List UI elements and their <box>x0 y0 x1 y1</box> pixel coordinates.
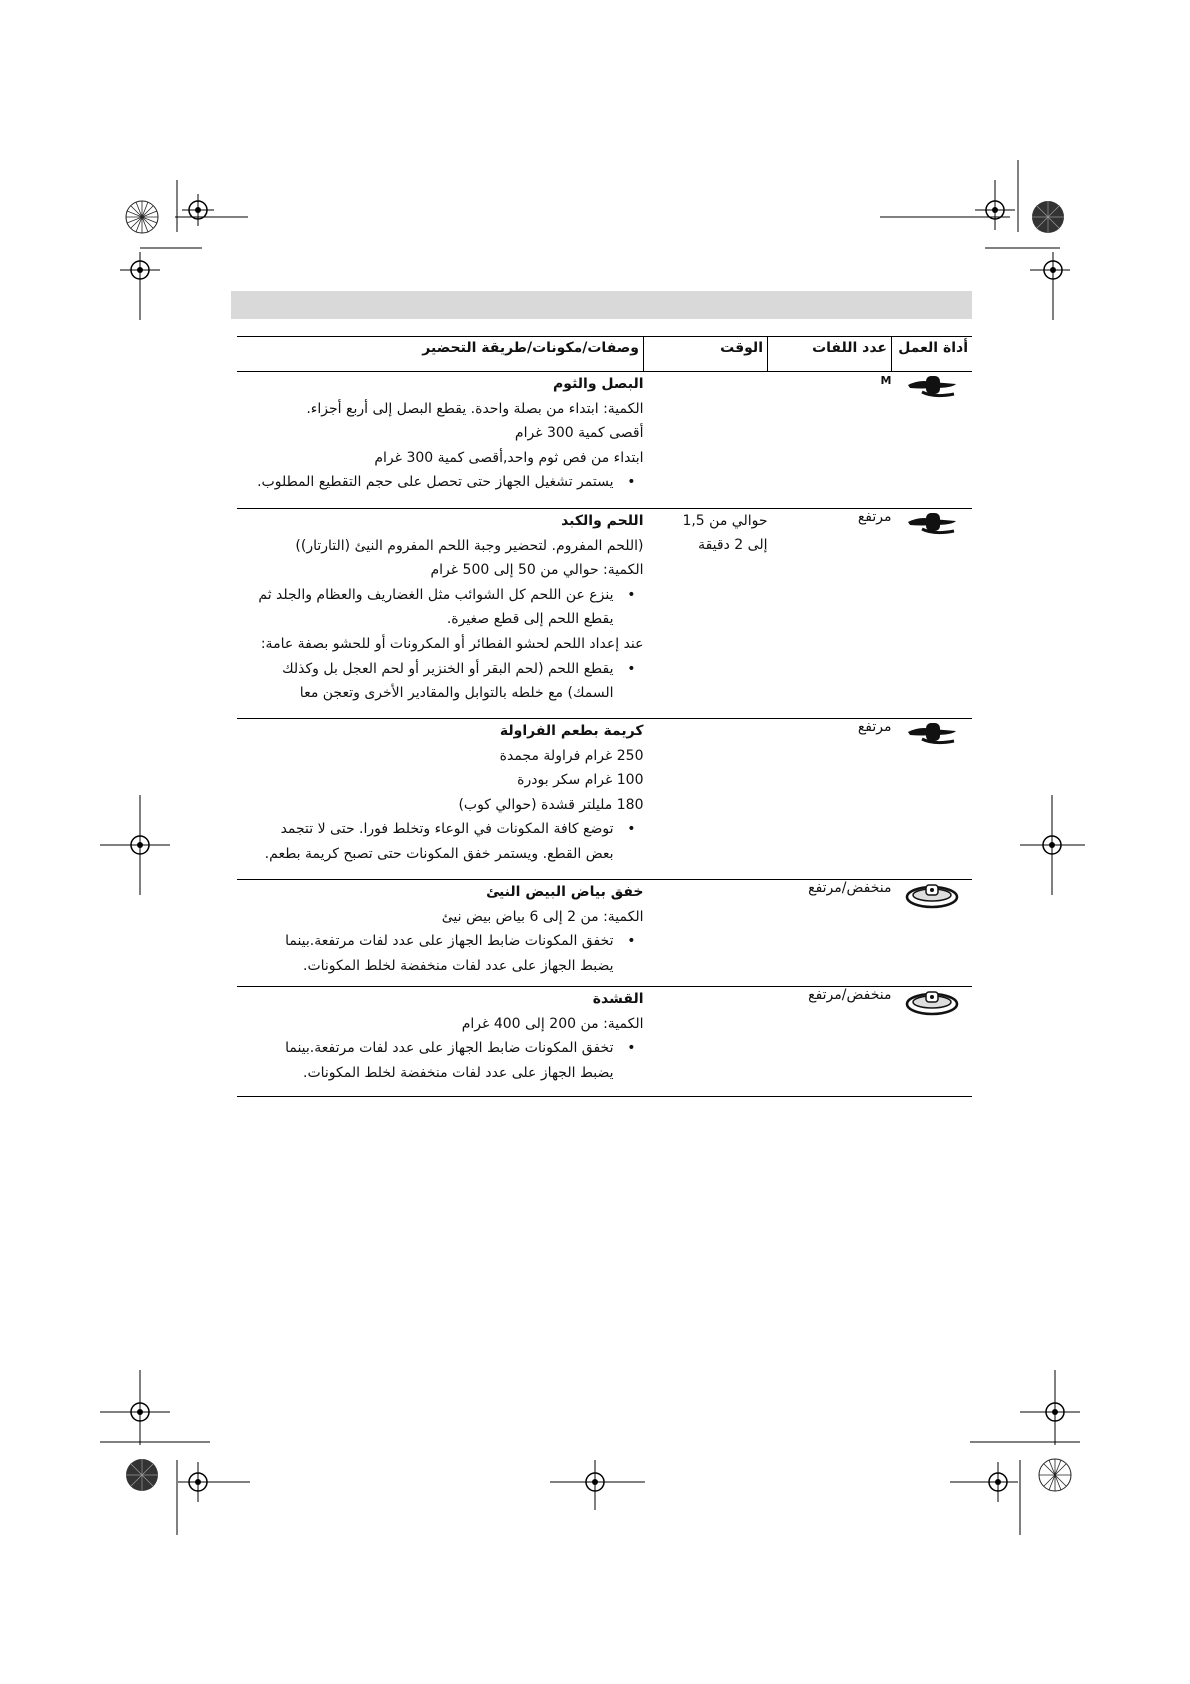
time-cell <box>644 880 768 987</box>
crop-mark-mid-right <box>1020 795 1090 895</box>
recipe-bullet-continuation: السمك) مع خلطه بالتوابل والمقادير الأخرى وتعجن معا <box>299 685 614 702</box>
recipe-bullet-continuation: بعض القطع. ويستمر خفق المكونات حتى تصبح كريمة بطعم. <box>264 845 614 862</box>
description-cell <box>237 880 644 987</box>
recipe-bullet: • توضع كافة المكونات في الوعاء وتخلط فورا. حتى لا تتجمد <box>237 817 644 842</box>
crop-mark-bottom-right <box>880 1370 1080 1540</box>
speed-value: منخفض/مرتفع <box>808 987 892 1003</box>
description-cell <box>237 987 644 1097</box>
tool-cell <box>892 509 973 719</box>
speed-cell <box>768 509 892 719</box>
table-row <box>237 719 972 880</box>
table-row <box>237 509 972 719</box>
whisk-disc-icon <box>904 1005 960 1021</box>
recipe-bullet: • ينزع عن اللحم كل الشوائب مثل الغضاريف والعظام والجلد ثم <box>237 583 644 608</box>
description-cell <box>237 719 644 880</box>
time-line: حوالي من 1,5 <box>682 513 768 529</box>
crop-mark-mid-left <box>100 795 170 895</box>
recipe-bullet-continuation: يقطع اللحم إلى قطع صغيرة. <box>446 611 614 628</box>
crop-mark-bottom-center <box>550 1460 650 1520</box>
time-cell <box>644 372 768 509</box>
mixing-knife-icon <box>904 527 960 543</box>
recipe-table <box>237 336 972 1097</box>
description-cell <box>237 372 644 509</box>
recipe-line: 250 غرام فراولة مجمدة <box>499 747 644 764</box>
speed-cell <box>768 372 892 509</box>
time-cell <box>644 719 768 880</box>
recipe-bullet-continuation: يضبط الجهاز على عدد لفات منخفضة لخلط المكونات. <box>303 957 614 974</box>
recipe-line: الكمية: ابتداء من بصلة واحدة. يقطع البصل إلى أربع أجزاء. <box>306 400 644 417</box>
recipe-title: البصل والثوم <box>553 376 644 392</box>
speed-value: منخفض/مرتفع <box>808 880 892 896</box>
speed-value: M <box>880 374 892 387</box>
recipe-bullet: • تخفق المكونات ضابط الجهاز على عدد لفات مرتفعة.بينما <box>237 1036 644 1061</box>
mixing-knife-icon <box>904 390 960 406</box>
recipe-title: خفق بياض البيض النيئ <box>486 884 644 900</box>
time-cell <box>644 987 768 1097</box>
header-tool: أداة العمل <box>892 337 973 372</box>
table-row <box>237 880 972 987</box>
recipe-title: كريمة بطعم الفراولة <box>499 723 644 739</box>
table-row <box>237 372 972 509</box>
header-band <box>231 291 972 319</box>
header-description: وصفات/مكونات/طريقة التحضير <box>237 337 644 372</box>
recipe-line: الكمية: من 2 إلى 6 بياض بيض نيئ <box>441 908 644 925</box>
recipe-line: الكمية: من 200 إلى 400 غرام <box>461 1015 644 1032</box>
recipe-bullet-continuation: يضبط الجهاز على عدد لفات منخفضة لخلط المكونات. <box>303 1064 614 1081</box>
description-cell <box>237 509 644 719</box>
recipe-line: 100 غرام سكر بودرة <box>517 772 644 789</box>
tool-cell <box>892 719 973 880</box>
speed-value: مرتفع <box>857 509 892 525</box>
speed-cell <box>768 880 892 987</box>
recipe-title: اللحم والكبد <box>561 513 644 529</box>
time-line: إلى 2 دقيقة <box>698 537 768 553</box>
tool-cell <box>892 372 973 509</box>
recipe-line: 180 مليلتر قشدة (حوالي كوب) <box>458 796 644 813</box>
crop-mark-bottom-left <box>100 1370 300 1540</box>
recipe-line: (اللحم المفروم. لتحضير وجبة اللحم المفروم النيئ (التارتار)) <box>295 537 644 554</box>
recipe-line: عند إعداد اللحم لحشو الفطائر أو المكرونات أو للحشو بصفة عامة: <box>260 635 644 652</box>
recipe-line: أقصى كمية 300 غرام <box>514 425 644 442</box>
table-row <box>237 987 972 1097</box>
header-speed: عدد اللفات <box>768 337 892 372</box>
mixing-knife-icon <box>904 737 960 753</box>
recipe-bullet: • يستمر تشغيل الجهاز حتى تحصل على حجم التقطيع المطلوب. <box>237 470 644 495</box>
recipe-bullet: • تخفق المكونات ضابط الجهاز على عدد لفات مرتفعة.بينما <box>237 929 644 954</box>
tool-cell <box>892 987 973 1097</box>
recipe-title: القشدة <box>592 991 644 1007</box>
recipe-bullet: • يقطع اللحم (لحم البقر أو الخنزير أو لحم العجل بل وكذلك <box>237 657 644 682</box>
tool-cell <box>892 880 973 987</box>
speed-value: مرتفع <box>857 719 892 735</box>
time-cell <box>644 509 768 719</box>
whisk-disc-icon <box>904 898 960 914</box>
recipe-line: ابتداء من فص ثوم واحد,أقصى كمية 300 غرام <box>374 449 644 466</box>
table-header-row <box>237 337 972 372</box>
header-time: الوقت <box>644 337 768 372</box>
speed-cell <box>768 987 892 1097</box>
speed-cell <box>768 719 892 880</box>
recipe-line: الكمية: حوالي من 50 إلى 500 غرام <box>430 562 644 579</box>
